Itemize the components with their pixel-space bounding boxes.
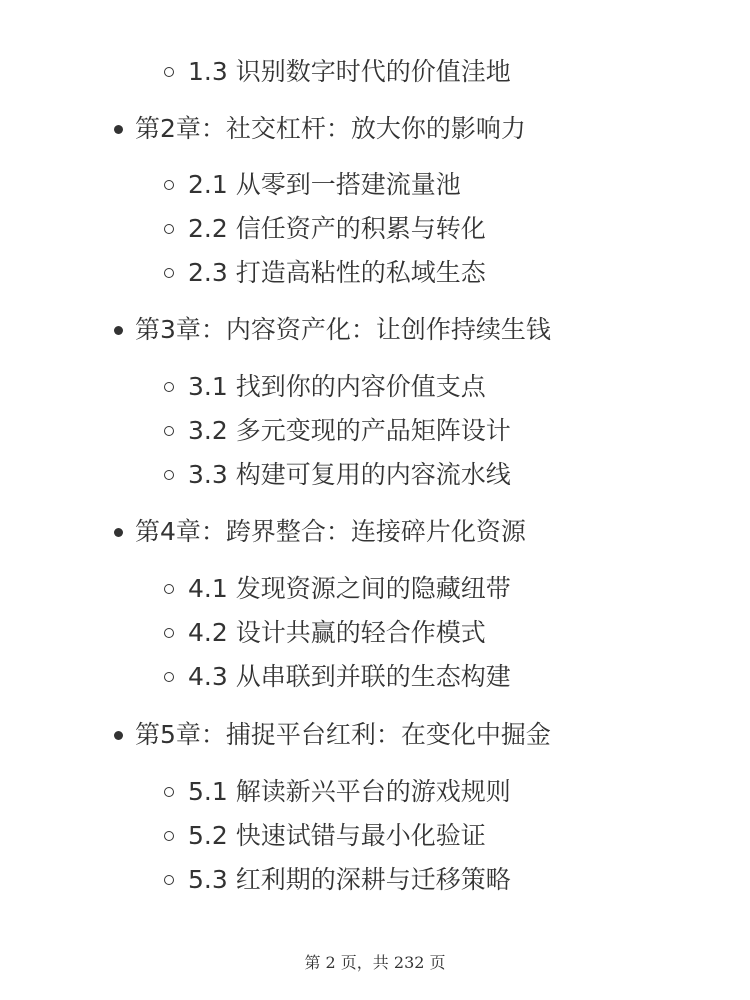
toc-section-item (164, 863, 511, 897)
toc-chapter-label: 第3章：内容资产化：让创作持续生钱 (135, 315, 551, 344)
toc-section-label: 4.1 发现资源之间的隐藏纽带 (188, 574, 511, 603)
circle-bullet-icon (164, 672, 174, 682)
disc-bullet-icon (114, 528, 123, 537)
circle-bullet-icon (164, 584, 174, 594)
toc-section-item (164, 168, 461, 202)
page-footer: 第 2 页，共 232 页 (304, 953, 446, 972)
circle-bullet-icon (164, 180, 174, 190)
circle-bullet-icon (164, 382, 174, 392)
toc-section-label: 5.3 红利期的深耕与迁移策略 (188, 865, 511, 894)
toc-section-item (164, 819, 486, 853)
toc-section-item (164, 414, 511, 448)
circle-bullet-icon (164, 470, 174, 480)
toc-section-label: 2.2 信任资产的积累与转化 (188, 214, 486, 243)
toc-section-item (164, 212, 486, 246)
toc-chapter-label: 第2章：社交杠杆：放大你的影响力 (135, 114, 526, 143)
toc-section-label: 1.3 识别数字时代的价值洼地 (188, 57, 511, 86)
toc-chapter-item (114, 112, 526, 146)
toc-section-item (164, 370, 486, 404)
circle-bullet-icon (164, 426, 174, 436)
toc-chapter-label: 第5章：捕捉平台红利：在变化中掘金 (135, 720, 551, 749)
toc-section-label: 2.3 打造高粘性的私域生态 (188, 258, 486, 287)
toc-section-item (164, 660, 511, 694)
toc-section-item (164, 458, 511, 492)
toc-section-item (164, 55, 511, 89)
circle-bullet-icon (164, 831, 174, 841)
toc-chapter-item (114, 718, 551, 752)
disc-bullet-icon (114, 125, 123, 134)
toc-section-label: 2.1 从零到一搭建流量池 (188, 170, 461, 199)
circle-bullet-icon (164, 787, 174, 797)
circle-bullet-icon (164, 224, 174, 234)
toc-chapter-item (114, 313, 551, 347)
toc-section-label: 4.3 从串联到并联的生态构建 (188, 662, 511, 691)
toc-section-label: 5.2 快速试错与最小化验证 (188, 821, 486, 850)
toc-section-item (164, 256, 486, 290)
circle-bullet-icon (164, 268, 174, 278)
circle-bullet-icon (164, 67, 174, 77)
toc-section-item (164, 572, 511, 606)
toc-chapter-label: 第4章：跨界整合：连接碎片化资源 (135, 517, 526, 546)
circle-bullet-icon (164, 875, 174, 885)
toc-section-label: 4.2 设计共赢的轻合作模式 (188, 618, 486, 647)
toc-section-label: 3.1 找到你的内容价值支点 (188, 372, 486, 401)
disc-bullet-icon (114, 731, 123, 740)
circle-bullet-icon (164, 628, 174, 638)
toc-section-item (164, 775, 511, 809)
toc-section-item (164, 616, 486, 650)
disc-bullet-icon (114, 326, 123, 335)
toc-chapter-item (114, 515, 526, 549)
toc-section-label: 3.2 多元变现的产品矩阵设计 (188, 416, 511, 445)
toc-section-label: 5.1 解读新兴平台的游戏规则 (188, 777, 511, 806)
toc-section-label: 3.3 构建可复用的内容流水线 (188, 460, 511, 489)
